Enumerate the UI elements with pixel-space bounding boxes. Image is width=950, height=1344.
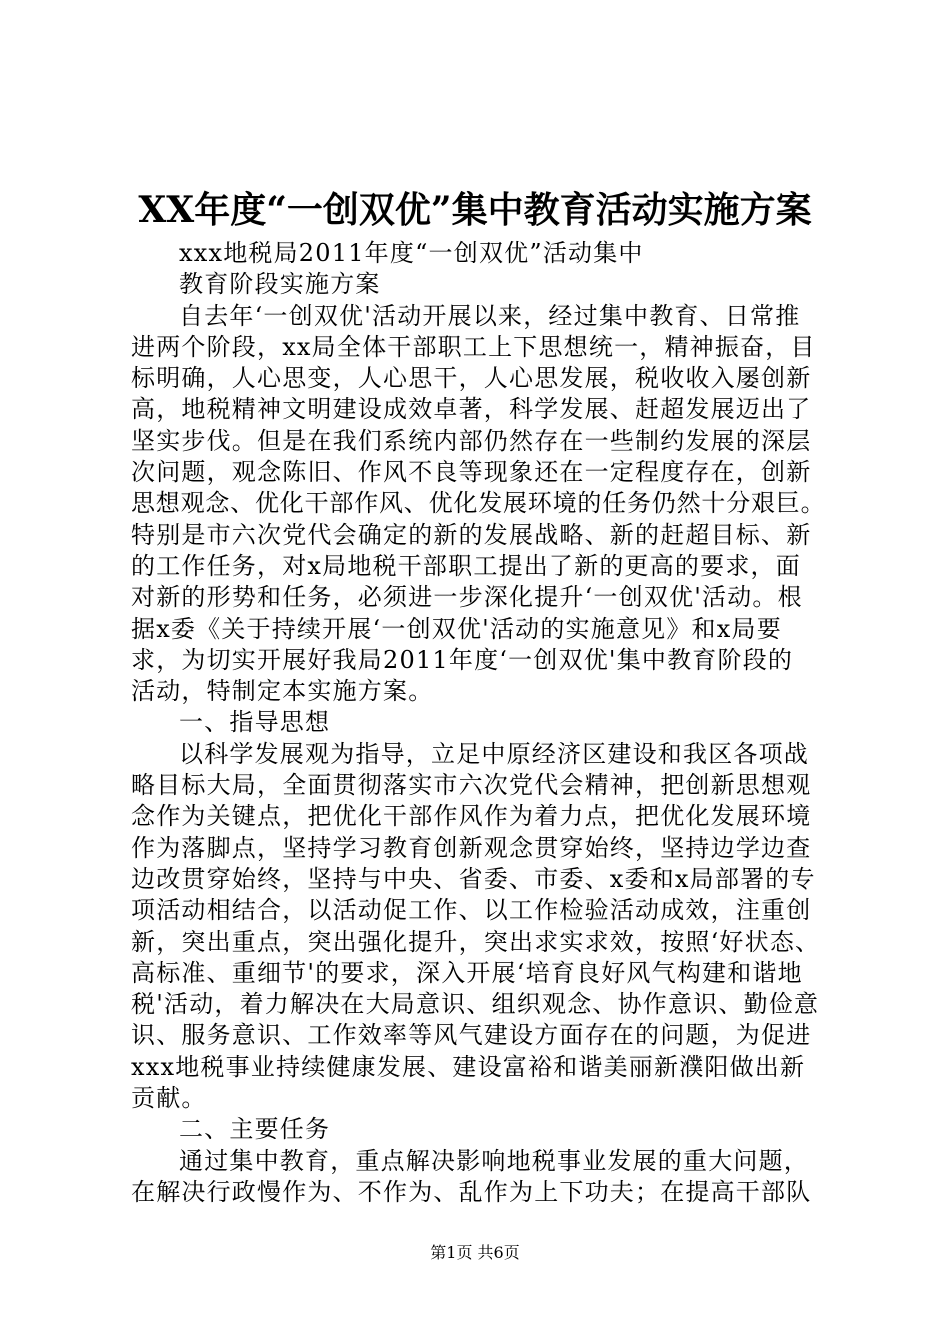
section-heading: 一、指导思想: [179, 708, 331, 737]
body-line: 边改贯穿始终，坚持与中央、省委、市委、x委和x局部署的专: [131, 864, 816, 893]
body-line: 通过集中教育，重点解决影响地税事业发展的重大问题，: [179, 1146, 809, 1175]
body-line: 的工作任务，对x局地税干部职工提出了新的更高的要求，面: [131, 551, 801, 580]
body-line: 税'活动，着力解决在大局意识、组织观念、协作意识、勤俭意: [131, 990, 820, 1019]
body-line: 项活动相结合，以活动促工作、以工作检验活动成效，注重创: [131, 896, 812, 925]
section-heading: 二、主要任务: [179, 1115, 331, 1144]
body-line: 坚实步伐。但是在我们系统内部仍然存在一些制约发展的深层: [131, 426, 812, 455]
body-line: 进两个阶段，xx局全体干部职工上下思想统一，精神振奋，目: [131, 332, 816, 361]
body-line: 次问题，观念陈旧、作风不良等现象还在一定程度存在，创新: [131, 458, 812, 487]
body-line: xxx地税事业持续健康发展、建设富裕和谐美丽新濮阳做出新: [131, 1052, 806, 1081]
page-footer: 第1页 共6页: [430, 1243, 520, 1262]
body-line: 对新的形势和任务，必须进一步深化提升‘一创双优'活动。根: [131, 583, 803, 612]
document-title: XX年度“一创双优”集中教育活动实施方案: [138, 189, 812, 231]
body-line: 思想观念、优化干部作风、优化发展环境的任务仍然十分艰巨。: [131, 489, 826, 518]
body-line: 自去年‘一创双优'活动开展以来，经过集中教育、日常推: [179, 301, 801, 330]
body-line: 作为落脚点，坚持学习教育创新观念贯穿始终，坚持边学边查: [131, 833, 812, 862]
document-body: [131, 238, 831, 1208]
body-line: 特别是市六次党代会确定的新的发展战略、新的赶超目标、新: [131, 520, 812, 549]
body-line: 念作为关键点，把优化干部作风作为着力点，把优化发展环境: [131, 802, 812, 831]
body-line: 识、服务意识、工作效率等风气建设方面存在的问题，为促进: [131, 1021, 812, 1050]
body-line: 高标准、重细节'的要求，深入开展‘培育良好风气构建和谐地: [131, 958, 803, 987]
body-line: 在解决行政慢作为、不作为、乱作为上下功夫；在提高干部队: [131, 1177, 812, 1206]
body-line: 贡献。: [131, 1084, 207, 1113]
body-line: 略目标大局，全面贯彻落实市六次党代会精神，把创新思想观: [131, 771, 812, 800]
body-line: 活动，特制定本实施方案。: [131, 677, 434, 706]
body-line: 求，为切实开展好我局2011年度‘一创双优'集中教育阶段的: [131, 645, 794, 674]
body-line: 据x委《关于持续开展‘一创双优'活动的实施意见》和x局要: [131, 614, 782, 643]
body-line: 以科学发展观为指导，立足中原经济区建设和我区各项战: [179, 739, 809, 768]
body-line: 新，突出重点，突出强化提升，突出求实求效，按照‘好状态、: [131, 927, 821, 956]
body-line: 标明确，人心思变，人心思干，人心思发展，税收收入屡创新: [131, 364, 812, 393]
body-line: 教育阶段实施方案: [179, 270, 381, 299]
body-line: 高，地税精神文明建设成效卓著，科学发展、赶超发展迈出了: [131, 395, 812, 424]
body-line: xxx地税局2011年度“一创双优”活动集中: [179, 239, 644, 267]
